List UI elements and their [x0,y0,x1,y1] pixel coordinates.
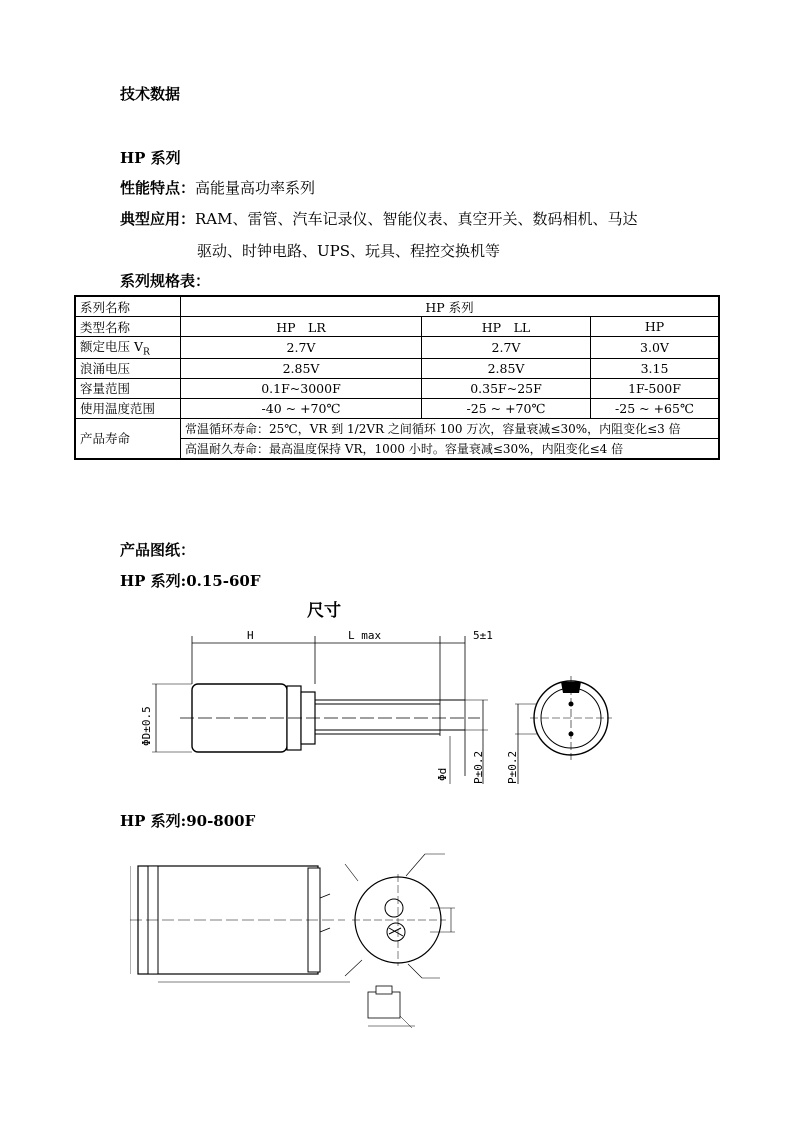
drawings-title: 产品图纸： [120,541,196,559]
table-cell-label: 产品寿命 [75,418,181,459]
table-row [75,317,719,337]
dim-P1-label: P±0.2 [472,750,485,784]
table-cell-label: 系列名称 [75,296,181,317]
table-cell-label [75,337,181,359]
table-cell: 3.15 [591,358,720,378]
features-line [120,177,315,198]
features-label: 性能特点： [120,179,196,197]
applications-line1 [120,208,638,229]
table-cell-series: HP 系列 [181,296,720,317]
page-heading: 技术数据 [120,85,181,103]
table-cell-label: 浪涌电压 [75,358,181,378]
table-cell: -25 ~ +70℃ [422,398,591,418]
table-cell: HP [591,317,720,337]
table-row [75,296,719,317]
table-cell: 3.0V [591,337,720,359]
table-cell: -40 ~ +70℃ [181,398,422,418]
drawing2-title: HP 系列:90-800F [120,812,256,830]
drawing2-diagram [130,836,490,1036]
dim-D-label: ΦD±0.5 [140,706,153,746]
features-text: 高能量高功率系列 [195,179,316,197]
dim-H-label: H [247,629,254,642]
subscript-r: R [143,347,150,358]
table-cell: HP LR [181,317,422,337]
table-cell-label: 使用温度范围 [75,398,181,418]
table-row [75,418,719,438]
table-row [75,378,719,398]
table-cell-label: 类型名称 [75,317,181,337]
table-cell: 1F-500F [591,378,720,398]
table-cell-label: 容量范围 [75,378,181,398]
table-row [75,398,719,418]
table-cell: 0.35F~25F [422,378,591,398]
table-cell: HP LL [422,317,591,337]
table-cell: -25 ~ +65℃ [591,398,720,418]
series-title: HP 系列 [120,149,181,167]
drawing1-title: HP 系列:0.15-60F [120,572,261,590]
table-row [75,337,719,359]
terminal-detail [368,992,400,1018]
table-row [75,358,719,378]
spec-table-title: 系列规格表： [120,272,211,290]
table-cell: 2.7V [422,337,591,359]
dim-d-label: Φd [436,767,449,781]
applications-text-1: RAM、雷管、汽车记录仪、智能仪表、真空开关、数码相机、马达 [195,210,638,228]
applications-label: 典型应用： [120,210,196,228]
dim-5-label: 5±1 [473,629,493,642]
table-cell: 2.7V [181,337,422,359]
table-cell: 2.85V [181,358,422,378]
applications-text-2: 驱动、时钟电路、UPS、玩具、程控交换机等 [197,242,501,260]
table-cell: 0.1F~3000F [181,378,422,398]
dim-L-label: L max [348,629,382,642]
dim-P2-label: P±0.2 [506,750,519,784]
drawing1-caption: 尺寸 [307,601,341,621]
table-cell-life-2: 高温耐久寿命：最高温度保持 VR，1000 小时。容量衰减≤30%，内阻变化≤4 倍 [181,438,720,459]
spec-table [74,295,720,460]
drawing1-diagram [120,596,640,796]
table-cell-life-1: 常温循环寿命：25℃，VR 到 1/2VR 之间循环 100 万次，容量衰减≤30%，内阻变化≤3 倍 [181,418,720,438]
rated-voltage-label: 额定电压 V [80,339,144,354]
table-cell: 2.85V [422,358,591,378]
